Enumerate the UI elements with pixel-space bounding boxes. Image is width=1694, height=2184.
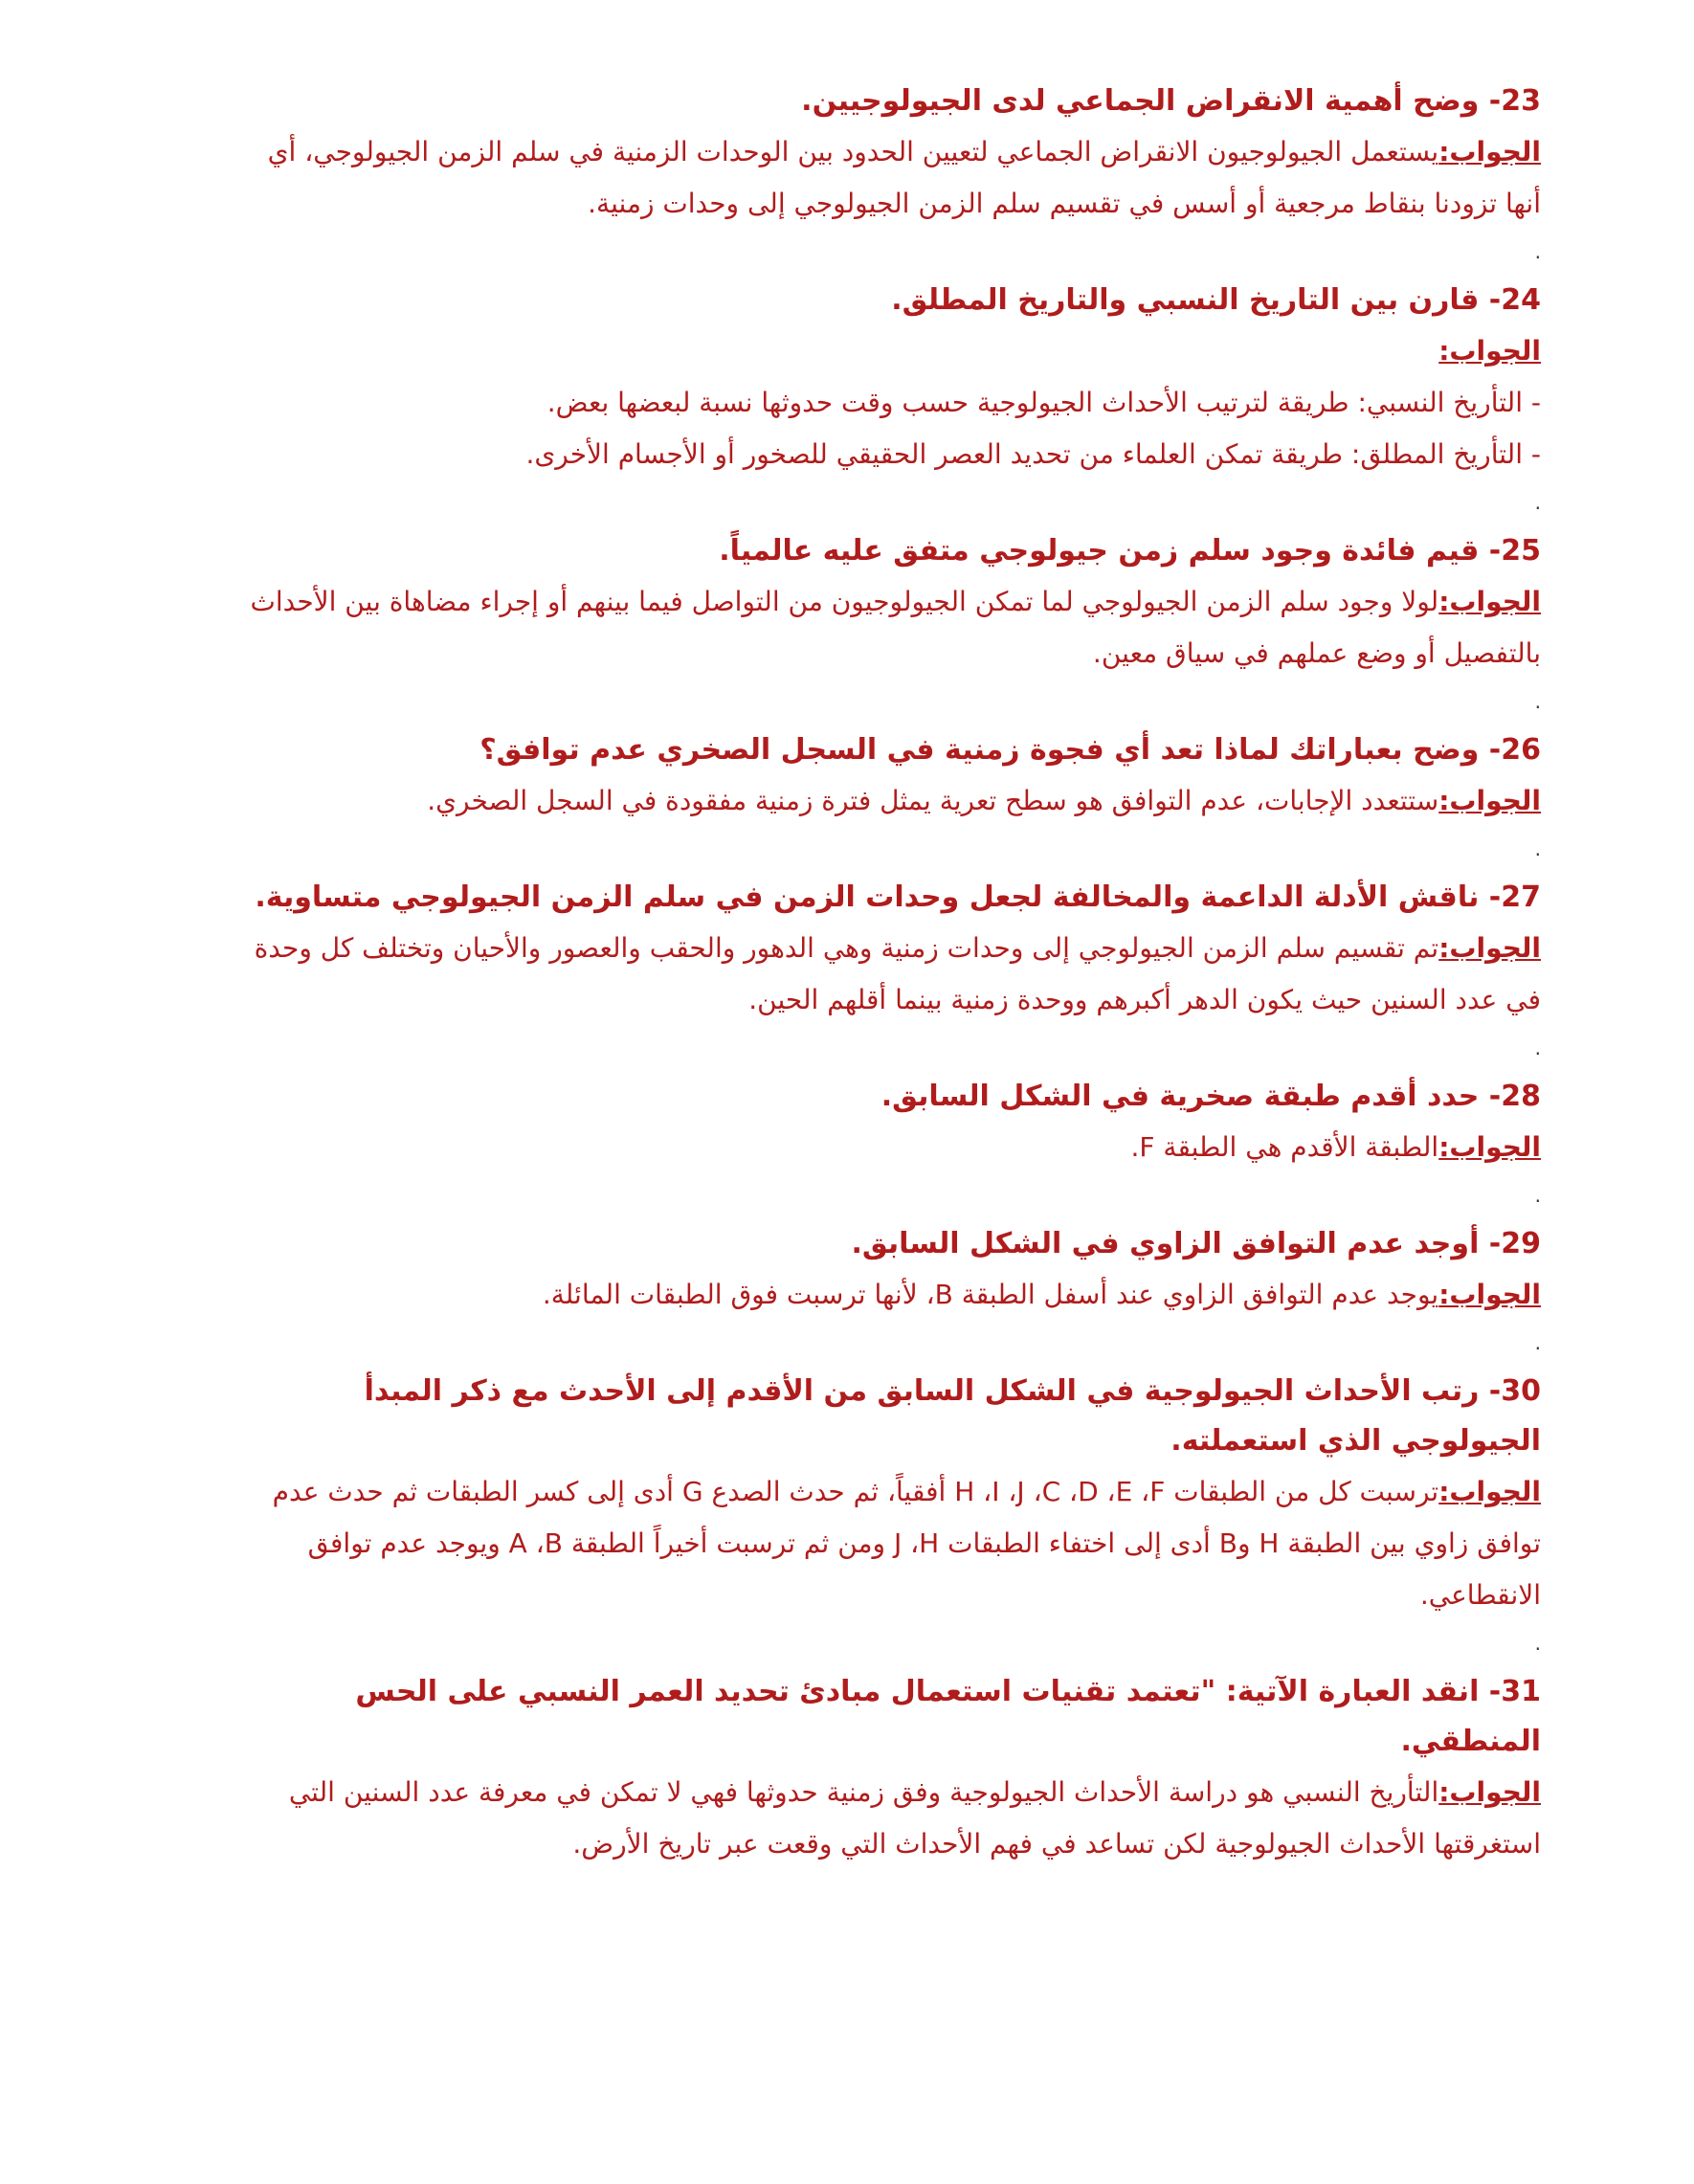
answer-29 <box>239 1269 1541 1321</box>
question-31: 31- انقد العبارة الآتية: "تعتمد تقنيات استعمال مبادئ تحديد العمر النسبي على الحس المنطقي. <box>355 1675 1541 1758</box>
answer-30 <box>239 1466 1541 1621</box>
question-24: 24- قارن بين التاريخ النسبي والتاريخ المطلق. <box>891 283 1541 317</box>
answer-23 <box>239 126 1541 230</box>
question-28: 28- حدد أقدم طبقة صخرية في الشكل السابق. <box>880 1080 1541 1113</box>
question-30: 30- رتب الأحداث الجيولوجية في الشكل السابق من الأقدم إلى الأحدث مع ذكر المبدأ الجيولوجي الذي استعملته. <box>364 1374 1541 1458</box>
answer-28 <box>239 1122 1541 1173</box>
answer-label: الجواب: <box>1438 1131 1541 1163</box>
separator-dot: . <box>1534 240 1541 263</box>
question-block-25 <box>239 526 1541 724</box>
answer-31 <box>239 1767 1541 1870</box>
answer-text: الطبقة الأقدم هي الطبقة F. <box>1130 1131 1439 1163</box>
question-27: 27- ناقش الأدلة الداعمة والمخالفة لجعل وحدات الزمن في سلم الزمن الجيولوجي متساوية. <box>255 880 1541 914</box>
answer-label: الجواب: <box>1438 586 1541 617</box>
document-page <box>239 77 1541 1872</box>
answer-text: ستتعدد الإجابات، عدم التوافق هو سطح تعرية يمثل فترة زمنية مفقودة في السجل الصخري. <box>427 785 1439 816</box>
separator-dot: . <box>1534 1036 1541 1059</box>
answer-text: ترسبت كل من الطبقات H ،I ،J ،C ،D ،E ،F أفقياً، ثم حدث الصدع G أدى إلى كسر الطبقات ثم حدث عدم توافق زاوي بين الطبقة H وB أدى إلى اختفاء الطبقات J ،H ومن ثم ترسبت أخيراً الطبقة A ،B ويوجد عدم توافق الانقطاعي. <box>272 1476 1541 1611</box>
answer-text: يوجد عدم التوافق الزاوي عند أسفل الطبقة B، لأنها ترسبت فوق الطبقات المائلة. <box>542 1279 1439 1310</box>
separator-dot: . <box>1534 1331 1541 1354</box>
separator-dot: . <box>1534 837 1541 860</box>
question-26: 26- وضح بعباراتك لماذا تعد أي فجوة زمنية في السجل الصخري عدم توافق؟ <box>479 733 1541 767</box>
question-23: 23- وضح أهمية الانقراض الجماعي لدى الجيولوجيين. <box>801 84 1541 118</box>
question-block-30 <box>239 1367 1541 1665</box>
answer-label: الجواب: <box>1438 335 1541 367</box>
question-block-29 <box>239 1219 1541 1365</box>
separator-dot: . <box>1534 1184 1541 1207</box>
answer-text: التأريخ النسبي هو دراسة الأحداث الجيولوجية وفق زمنية حدوثها فهي لا تمكن في معرفة عدد السنين التي استغرقتها الأحداث الجيولوجية لكن تساعد في فهم الأحداث التي وقعت عبر تاريخ الأرض. <box>288 1776 1541 1860</box>
answer-25 <box>239 576 1541 680</box>
question-block-24 <box>239 276 1541 524</box>
answer-label: الجواب: <box>1438 1776 1541 1808</box>
bullet-absolute-dating: - التأريخ المطلق: طريقة تمكن العلماء من تحديد العصر الحقيقي للصخور أو الأجسام الأخرى. <box>525 438 1541 470</box>
question-25: 25- قيم فائدة وجود سلم زمن جيولوجي متفق عليه عالمياً. <box>719 534 1541 568</box>
answer-text: لولا وجود سلم الزمن الجيولوجي لما تمكن الجيولوجيون من التواصل فيما بينهم أو إجراء مضاهاة بين الأحداث بالتفصيل أو وضع عملهم في سياق معين. <box>250 586 1541 669</box>
answer-label: الجواب: <box>1438 136 1541 167</box>
question-block-23 <box>239 77 1541 274</box>
question-block-31 <box>239 1667 1541 1870</box>
answer-26 <box>239 775 1541 827</box>
bullet-relative-dating: - التأريخ النسبي: طريقة لترتيب الأحداث الجيولوجية حسب وقت حدوثها نسبة لبعضها بعض. <box>546 387 1541 418</box>
separator-dot: . <box>1534 690 1541 713</box>
answer-label: الجواب: <box>1438 932 1541 964</box>
answer-27 <box>239 923 1541 1026</box>
answer-label: الجواب: <box>1438 1476 1541 1507</box>
separator-dot: . <box>1534 491 1541 514</box>
answer-label: الجواب: <box>1438 785 1541 816</box>
separator-dot: . <box>1534 1632 1541 1655</box>
answer-24 <box>239 325 1541 377</box>
answer-text: تم تقسيم سلم الزمن الجيولوجي إلى وحدات زمنية وهي الدهور والحقب والعصور والأحيان وتختلف كل وحدة في عدد السنين حيث يكون الدهر أكبرهم ووحدة زمنية بينما أقلهم الحين. <box>254 932 1541 1015</box>
question-29: 29- أوجد عدم التوافق الزاوي في الشكل السابق. <box>851 1227 1541 1260</box>
question-block-26 <box>239 725 1541 871</box>
question-block-28 <box>239 1072 1541 1217</box>
question-block-27 <box>239 873 1541 1070</box>
answer-text: يستعمل الجيولوجيون الانقراض الجماعي لتعيين الحدود بين الوحدات الزمنية في سلم الزمن الجيولوجي، أي أنها تزودنا بنقاط مرجعية أو أسس في تقسيم سلم الزمن الجيولوجي إلى وحدات زمنية. <box>267 136 1541 219</box>
answer-label: الجواب: <box>1438 1279 1541 1310</box>
